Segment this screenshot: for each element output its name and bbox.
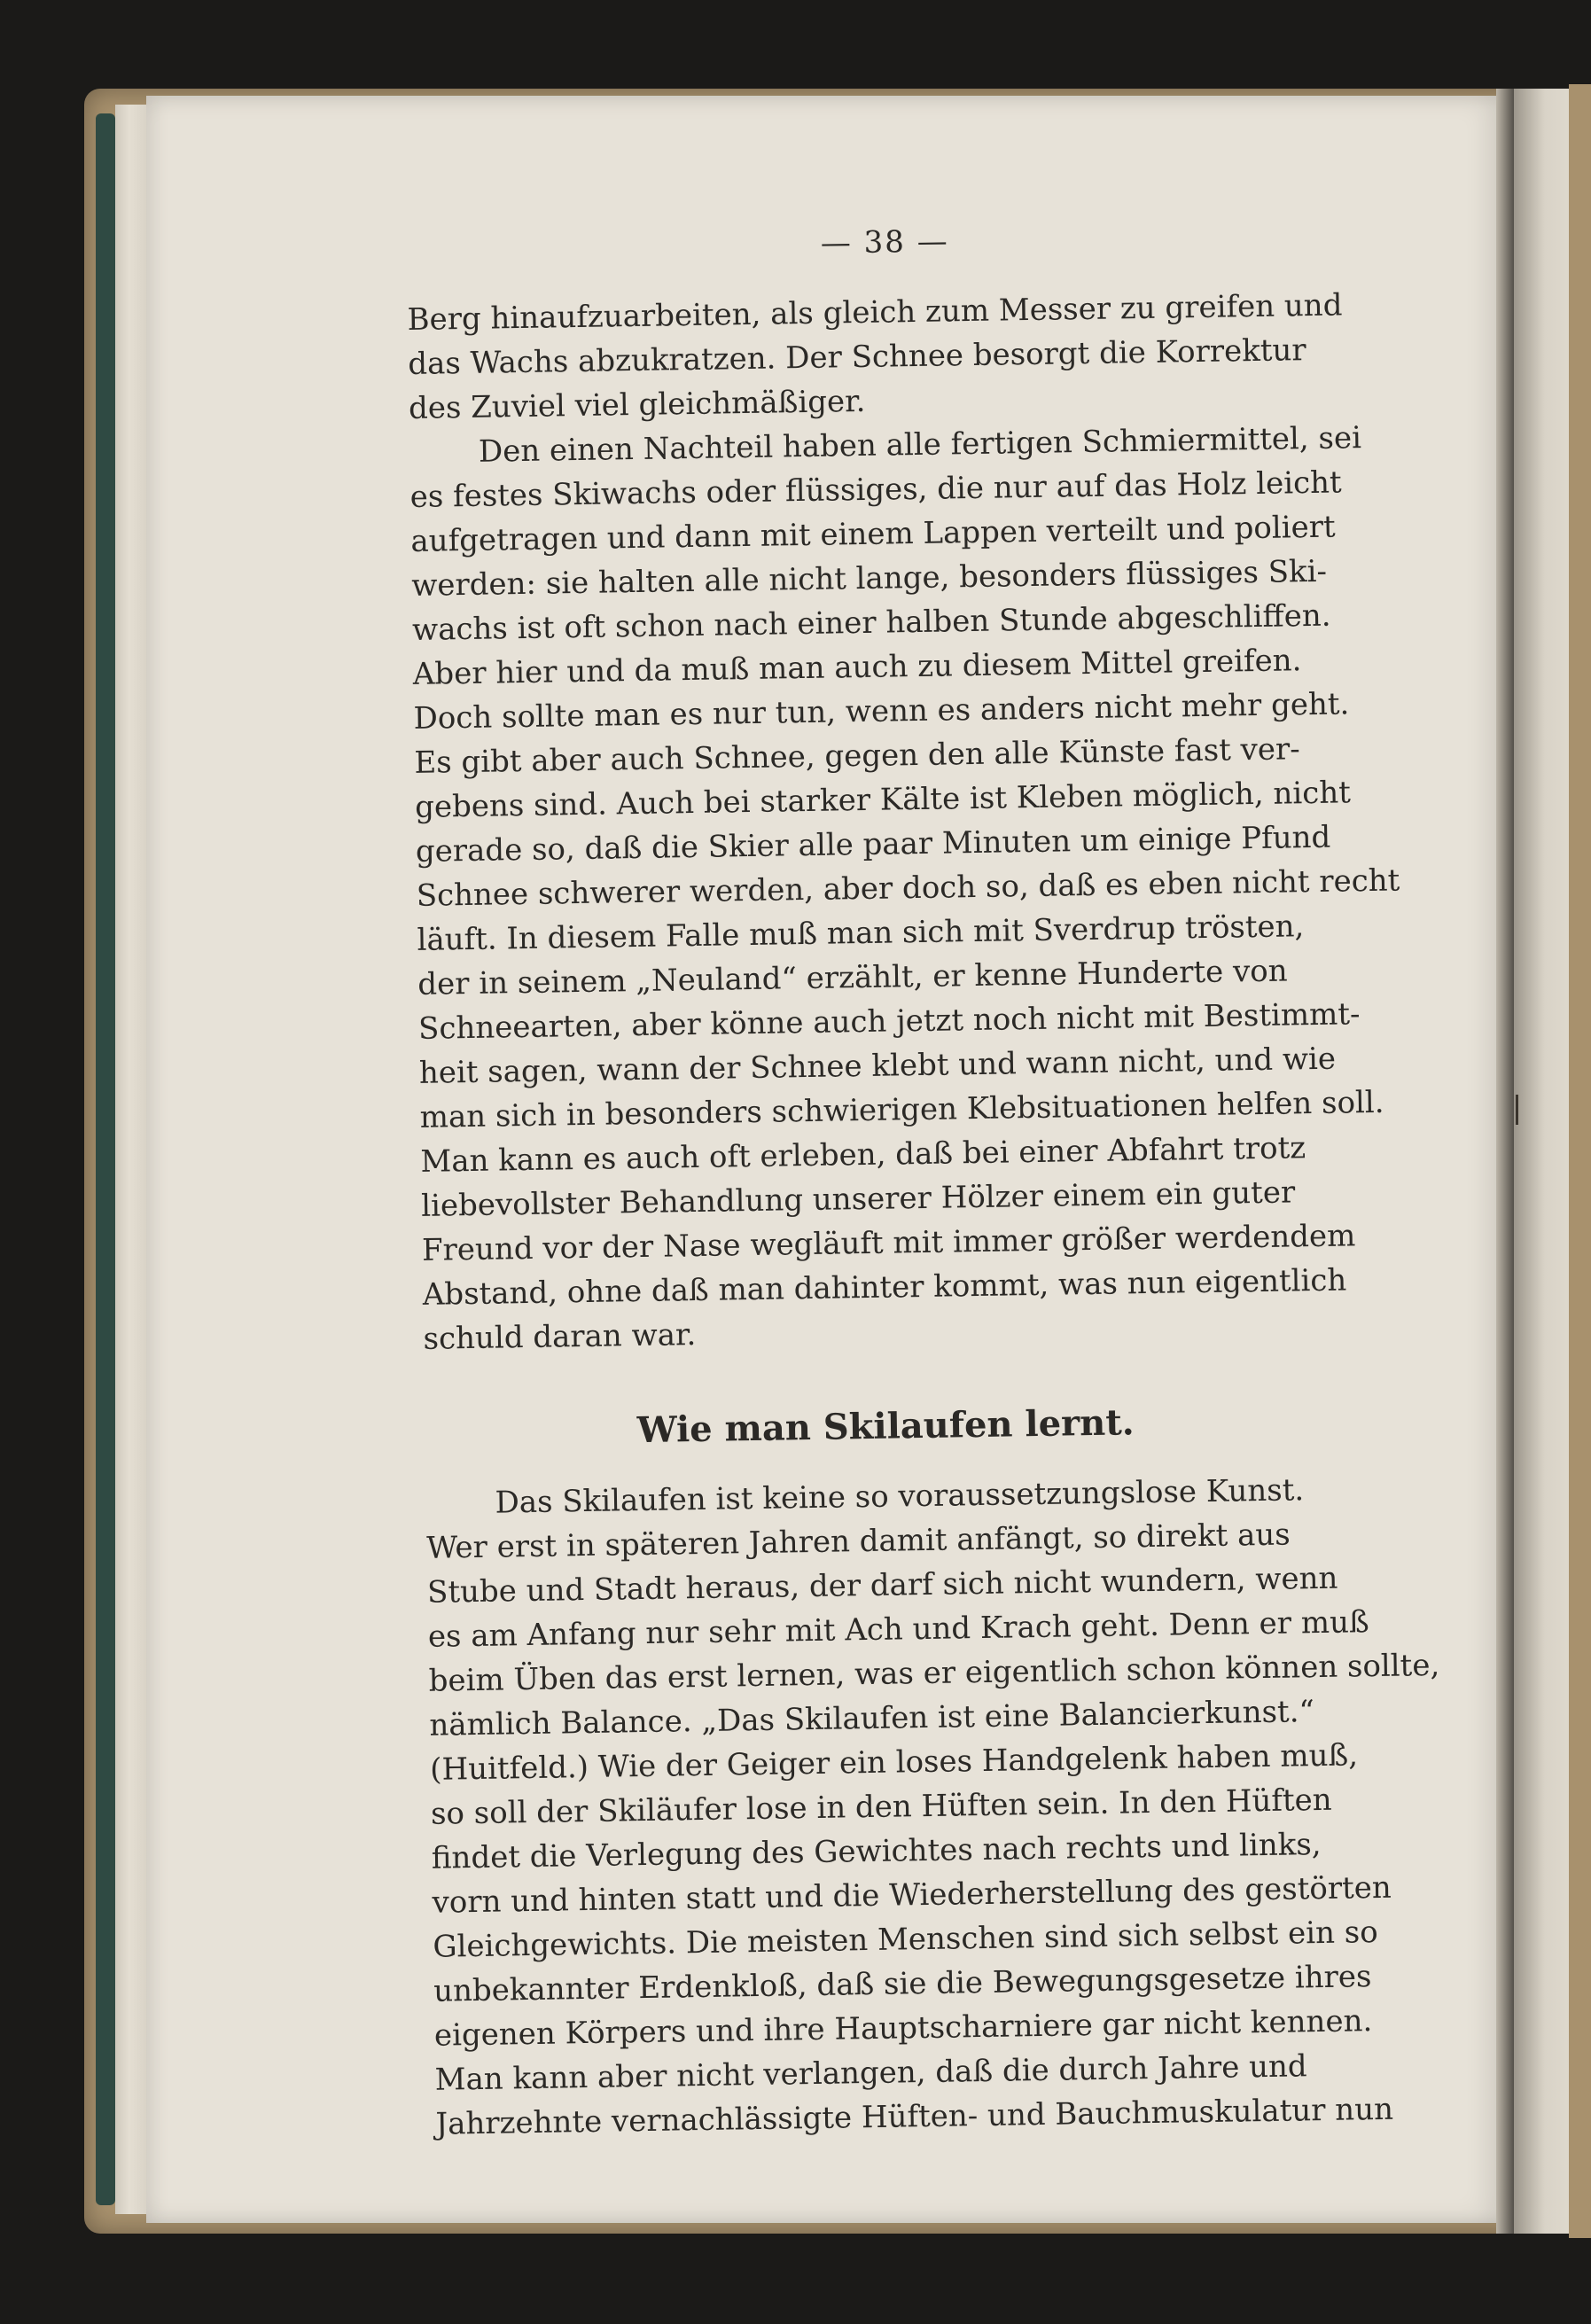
text-line: beim Üben das erst lernen, was er eigentlich schon können sollte, [428,1647,1440,1699]
book-gutter [1496,89,1516,2234]
page-edges [115,105,151,2214]
text-line: Freund vor der Nase wegläuft mit immer größer werdendem [421,1218,1356,1268]
page-number: — 38 — [820,223,949,261]
book-spine-strip [96,113,115,2205]
text-line: so soll der Skiläufer lose in den Hüften sein. In den Hüften [430,1782,1332,1832]
text-line: Es gibt aber auch Schnee, gegen den alle Künste fast ver- [414,731,1301,781]
text-line: schuld daran war. [423,1317,697,1357]
text-line: Berg hinaufzuarbeiten, als gleich zum Messer zu greifen und [407,287,1343,338]
paragraph-2 [409,415,1416,1361]
text-line: Schneearten, aber könne auch jetzt noch nicht mit Bestimmt- [417,996,1361,1047]
text-line: gerade so, daß die Skier alle paar Minuten um einige Pfund [415,819,1331,870]
text-line: läuft. In diesem Falle muß man sich mit Sverdrup trösten, [417,909,1305,958]
paragraph-1 [407,282,1401,431]
text-line: es festes Skiwachs oder flüssiges, die nur auf das Holz leicht [409,464,1342,515]
text-line: gebens sind. Auch bei starker Kälte ist Kleben möglich, nicht [414,775,1352,825]
text-line: Wer erst in späteren Jahren damit anfängt, so direkt aus [426,1517,1291,1566]
text-line: Doch sollte man es nur tun, wenn es anders nicht mehr geht. [413,686,1350,737]
margin-mark [1516,1095,1518,1125]
text-line: findet die Verlegung des Gewichtes nach rechts und links, [431,1827,1322,1876]
text-line: der in seinem „Neuland“ erzählt, er kenne Hunderte von [417,953,1288,1002]
text-line: es am Anfang nur sehr mit Ach und Krach geht. Denn er muß [427,1604,1369,1655]
text-line: wachs ist oft schon nach einer halben Stunde abgeschliffen. [411,597,1331,648]
text-line: Schnee schwerer werden, aber doch so, daß es eben nicht recht [416,862,1400,914]
text-line: aufgetragen und dann mit einem Lappen verteilt und poliert [410,509,1336,559]
text-line: liebevollster Behandlung unserer Hölzer einem ein guter [420,1174,1296,1224]
text-line: Gleichgewichts. Die meisten Menschen sind sich selbst ein so [433,1915,1378,1965]
text-line: des Zuviel viel gleichmäßiger. [408,383,866,426]
text-line: das Wachs abzukratzen. Der Schnee besorgt die Korrektur [408,332,1306,382]
text-line: (Huitfeld.) Wie der Geiger ein loses Handgelenk haben muß, [429,1737,1359,1788]
text-line: Den einen Nachteil haben alle fertigen Schmiermittel, sei [478,420,1362,470]
text-line: nämlich Balance. „Das Skilaufen ist eine Balancierkunst.“ [429,1694,1315,1743]
text-line: Das Skilaufen ist keine so voraussetzungslose Kunst. [495,1472,1305,1521]
text-line: eigenen Körpers und ihre Hauptscharniere gar nicht kennen. [433,2003,1373,2054]
text-line: Man kann aber nicht verlangen, daß die durch Jahre und [434,2048,1307,2098]
text-line: werden: sie halten alle nicht lange, besonders flüssiges Ski- [410,553,1328,604]
text-line: Aber hier und da muß man auch zu diesem Mittel greifen. [412,643,1302,692]
text-line: Abstand, ohne daß man dahinter kommt, was nun eigentlich [422,1262,1347,1313]
paragraph-3 [425,1466,1440,2146]
text-line: Stube und Stadt heraus, der darf sich nicht wundern, wenn [426,1560,1338,1610]
text-line: man sich in besonders schwierigen Klebsituationen helfen soll. [419,1084,1384,1135]
text-line: unbekannter Erdenkloß, daß sie die Bewegungsgesetze ihres [433,1959,1372,2009]
text-line: Jahrzehnte vernachlässigte Hüften- und Bauchmuskulatur nun [435,2091,1394,2142]
section-heading: Wie man Skilaufen lernt. [636,1401,1135,1452]
right-cover-edge [1569,84,1591,2238]
text-line: vorn und hinten statt und die Wiederherstellung des gestörten [432,1869,1392,1921]
text-line: Man kann es auch oft erleben, daß bei einer Abfahrt trotz [420,1130,1306,1180]
page-content [406,216,1440,2146]
text-line: heit sagen, wann der Schnee klebt und wann nicht, und wie [418,1041,1337,1091]
